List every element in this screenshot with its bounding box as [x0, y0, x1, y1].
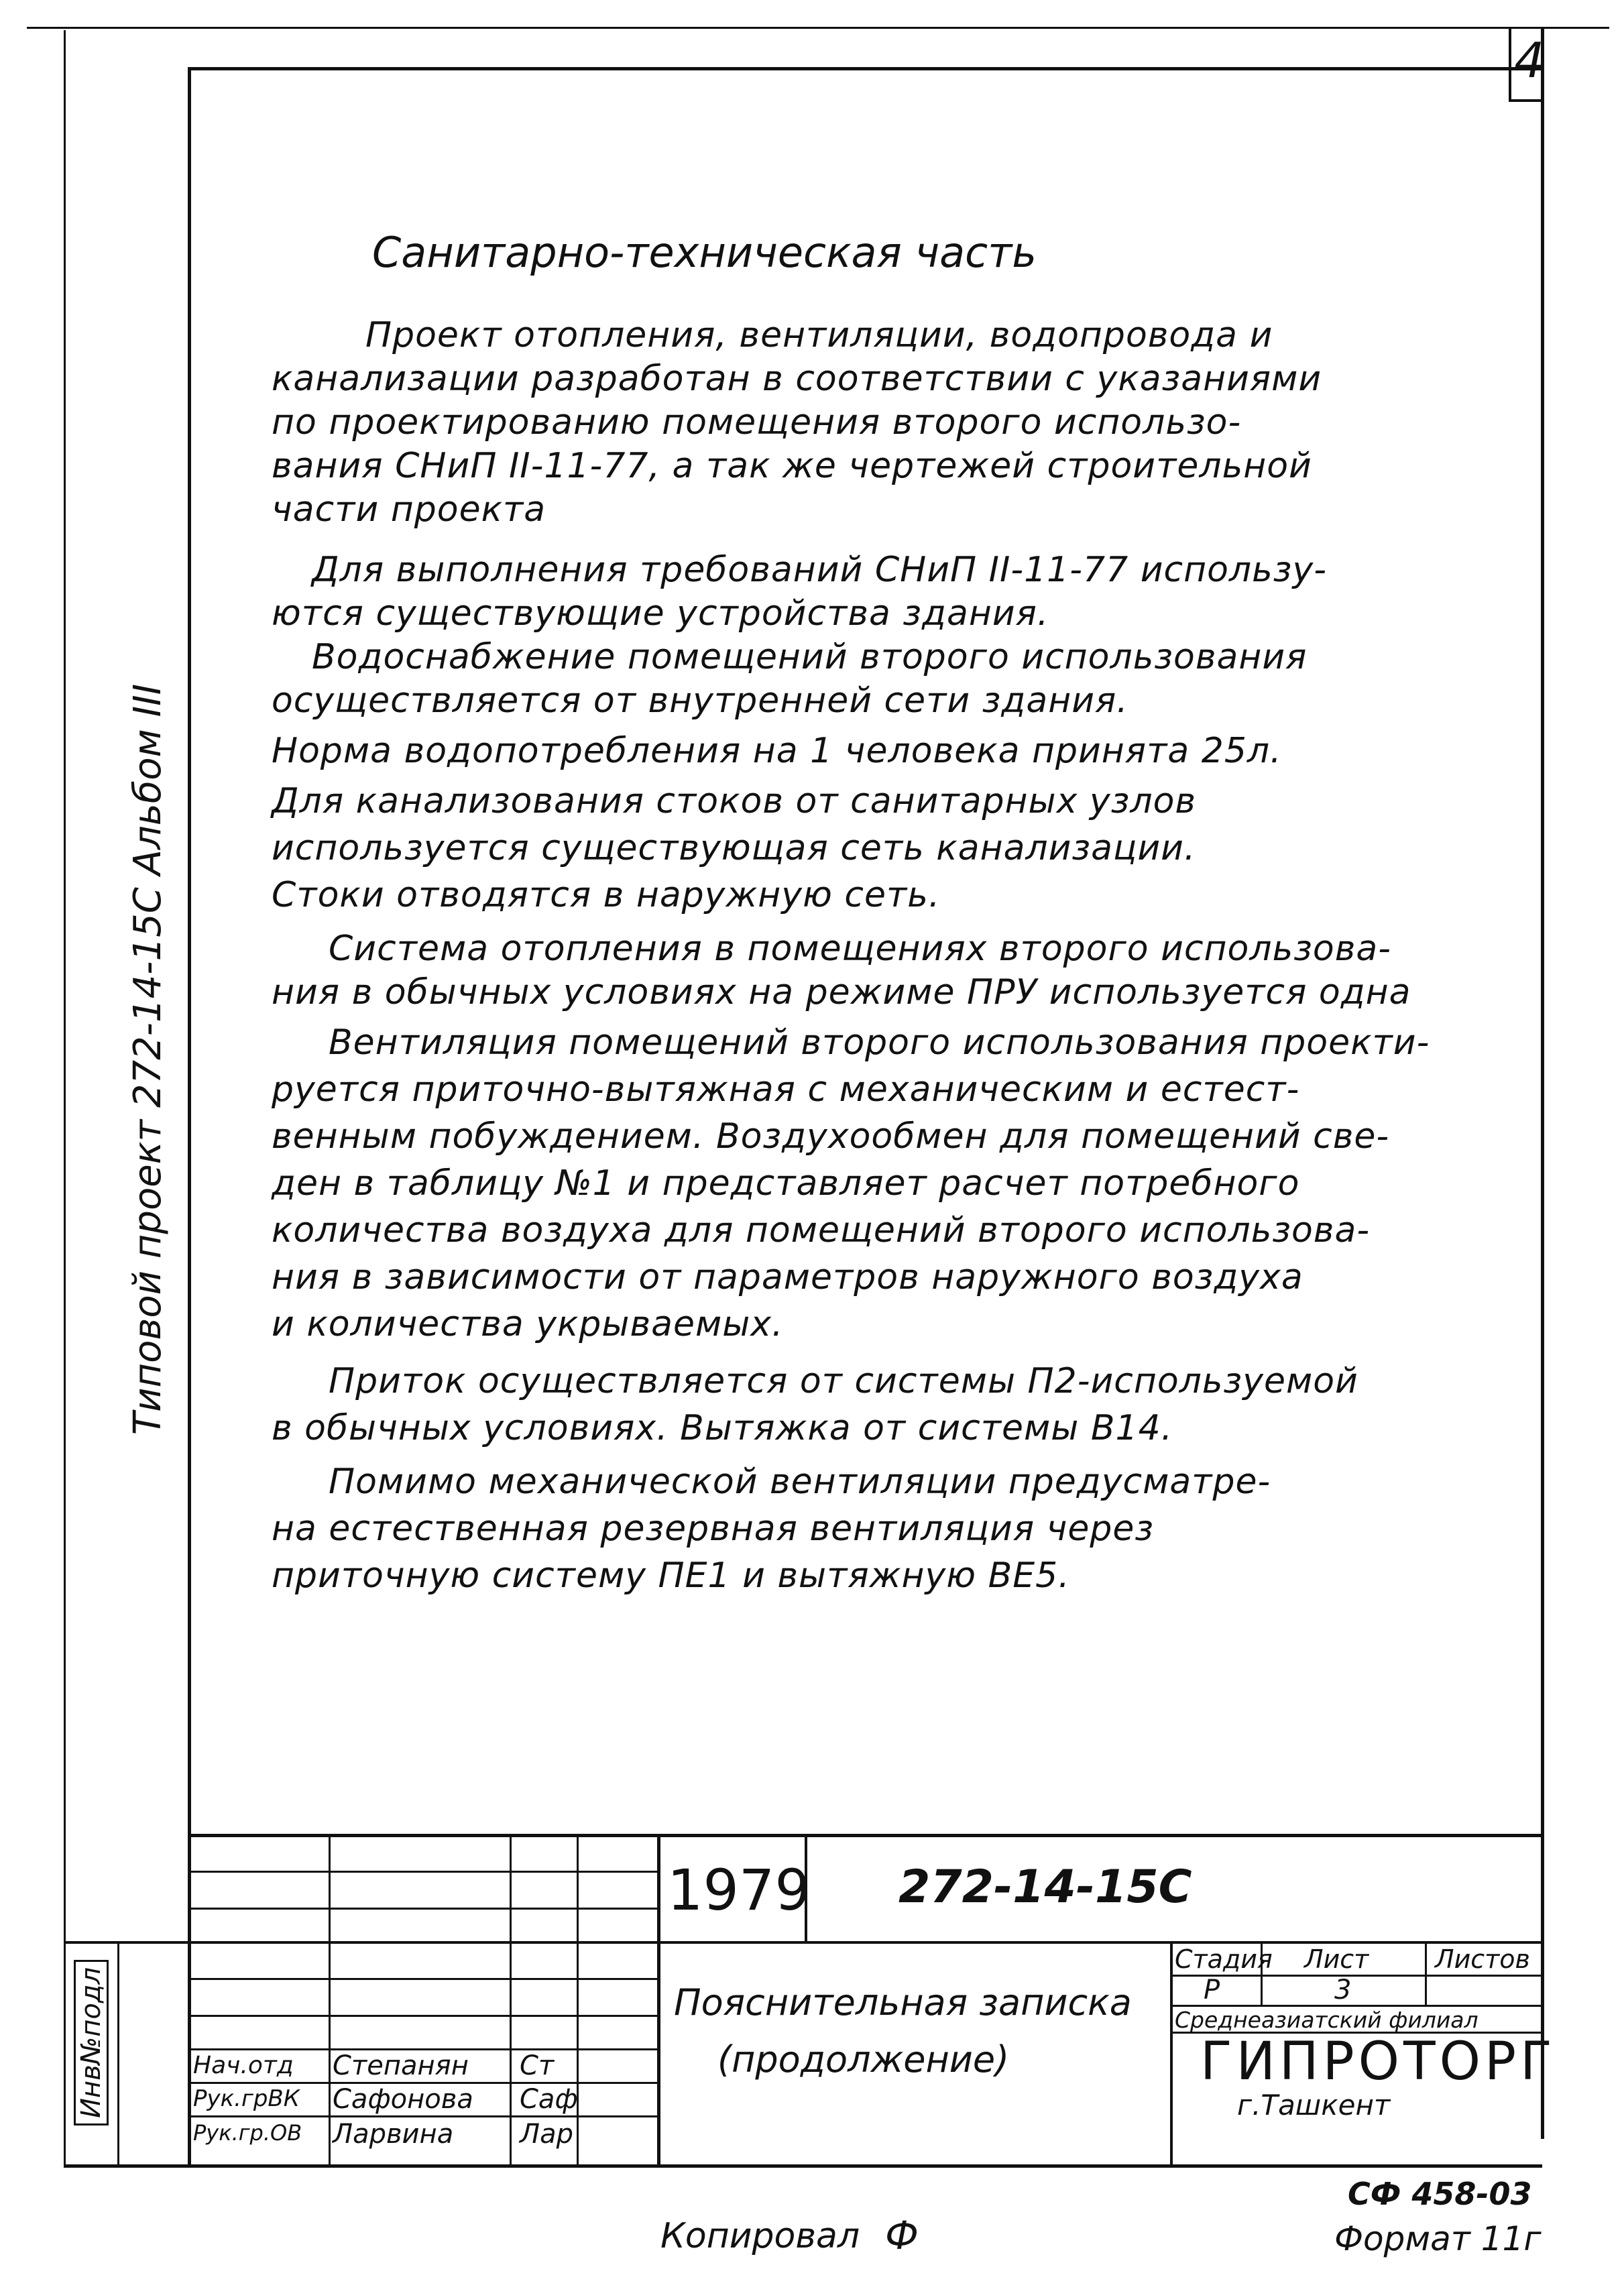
sheets-label: Листов [1435, 1944, 1530, 1974]
frame-left-outer [64, 30, 66, 2166]
staff-name: Ларвина [333, 2119, 454, 2150]
tb-row [188, 2015, 657, 2017]
text-line: приточную систему ПЕ1 и вытяжную ВЕ5. [272, 1556, 1070, 1596]
text-line: Приток осуществляется от системы П2-используемой [329, 1361, 1358, 1401]
tb-col-main [657, 1834, 660, 2164]
sheet-number-box-left [1509, 27, 1511, 101]
frame-left [188, 67, 191, 2166]
tb-col [577, 1834, 579, 2164]
tb-top [188, 1834, 1542, 1837]
tb-col [510, 1834, 512, 2164]
text-line: и количества укрываемых. [272, 1304, 784, 1344]
tb-row [188, 1871, 657, 1873]
text-line: Норма водопотребления на 1 человека принята 25л. [272, 731, 1282, 771]
format-label: Формат 11г [1334, 2219, 1542, 2258]
text-line: части проекта [272, 489, 546, 530]
copied-by-label: Копировал [660, 2216, 860, 2256]
frame-right [1541, 27, 1544, 2139]
sheet-number: 4 [1514, 32, 1545, 89]
text-line: в обычных условиях. Вытяжка от системы В14. [272, 1408, 1173, 1448]
copied-signature: Ф [885, 2213, 919, 2258]
text-line: Водоснабжение помещений второго использования [312, 637, 1308, 677]
tb-mid [64, 1941, 1542, 1944]
staff-signature: Ст [520, 2050, 555, 2081]
text-line: Для канализования стоков от санитарных узлов [272, 781, 1197, 821]
frame-bottom [64, 2164, 1542, 2168]
text-line: Стоки отводятся в наружную сеть. [272, 875, 941, 915]
stage-row [1170, 1975, 1542, 1977]
text-line: Для выполнения требований СНиП II-11-77 использу- [312, 550, 1327, 590]
tb-row [188, 1908, 657, 1910]
inventory-label: Инв№подл [74, 1960, 109, 2125]
org-branch: Среднеазиатский филиал [1175, 2007, 1478, 2033]
order-number: СФ 458-03 [1348, 2176, 1532, 2212]
stage-value: Р [1204, 1975, 1220, 2005]
staff-role: Рук.грВК [193, 2085, 300, 2112]
document-heading: Санитарно-техническая часть [372, 228, 1037, 277]
text-line: Проект отопления, вентиляции, водопровода и [365, 315, 1273, 355]
text-line: Вентиляция помещений второго использования проекти- [329, 1023, 1430, 1063]
sheet-number-box-bottom [1509, 99, 1544, 102]
staff-role: Нач.отд [193, 2052, 294, 2079]
title-line-1: Пояснительная записка [674, 1981, 1132, 2024]
year: 1979 [667, 1857, 811, 1923]
staff-name: Сафонова [333, 2084, 473, 2115]
text-line: ния в обычных условиях на режиме ПРУ используется одна [272, 972, 1411, 1012]
stage-col [1425, 1941, 1427, 2007]
side-label: Типовой проект 272-14-15С Альбом III [126, 683, 170, 1436]
text-line: на естественная резервная вентиляция через [272, 1509, 1155, 1549]
tb-row [188, 1978, 657, 1980]
text-line: используется существующая сеть канализации. [272, 828, 1196, 868]
text-line: венным побуждением. Воздухообмен для помещений све- [272, 1116, 1390, 1157]
text-line: осуществляется от внутренней сети здания. [272, 681, 1128, 721]
org-name: ГИПРОТОРГ [1200, 2032, 1556, 2092]
text-line: количества воздуха для помещений второго использова- [272, 1210, 1371, 1250]
inv-box-right [117, 1941, 119, 2164]
staff-signature: Саф [520, 2084, 578, 2115]
text-line: по проектированию помещения второго использо- [272, 402, 1242, 443]
sheet-value: 3 [1334, 1975, 1352, 2005]
staff-role: Рук.гр.ОВ [193, 2120, 302, 2146]
text-line: ния в зависимости от параметров наружного воздуха [272, 1257, 1303, 1297]
title-line-2: (продолжение) [717, 2038, 1010, 2081]
text-line: Помимо механической вентиляции предусматре- [329, 1462, 1271, 1502]
sheet-label: Лист [1304, 1944, 1369, 1974]
tb-col [329, 1834, 331, 2164]
text-line: ден в таблицу №1 и представляет расчет потребного [272, 1163, 1300, 1204]
staff-name: Степанян [333, 2050, 469, 2081]
text-line: ются существующие устройства здания. [272, 593, 1049, 634]
text-line: Система отопления в помещениях второго использова- [329, 929, 1391, 969]
org-city: г.Ташкент [1237, 2089, 1391, 2121]
staff-signature: Лар [520, 2119, 573, 2150]
text-line: вания СНиП II-11-77, а так же чертежей строительной [272, 446, 1312, 486]
text-line: канализации разработан в соответствии с указаниями [272, 359, 1322, 399]
frame-top [188, 67, 1542, 70]
top-rule [27, 27, 1609, 29]
text-line: руется приточно-вытяжная с механическим и естест- [272, 1069, 1300, 1110]
project-code: 272-14-15С [898, 1861, 1192, 1914]
tb-row [188, 2115, 657, 2117]
stage-label: Стадия [1175, 1944, 1273, 1974]
